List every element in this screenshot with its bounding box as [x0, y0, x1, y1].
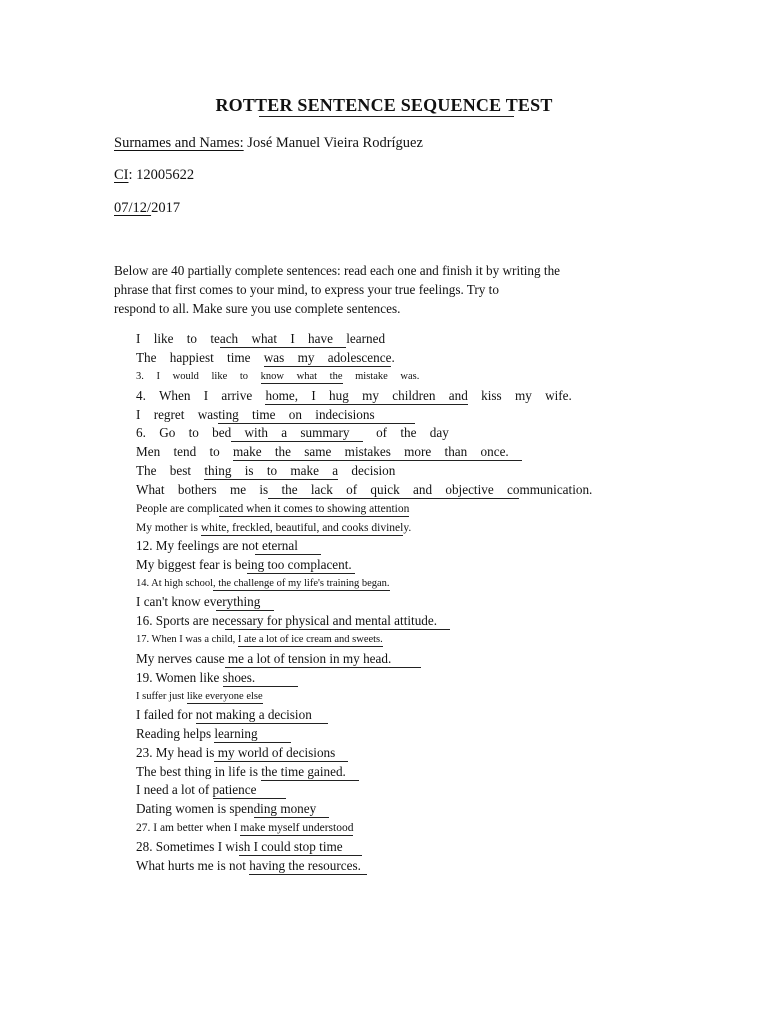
- answer-text: ing too complacent.: [247, 557, 356, 572]
- prompt-text: Men tend to: [136, 444, 234, 459]
- sentence-line: [136, 594, 274, 610]
- sentence-line: [136, 801, 329, 817]
- sentence-line: [136, 501, 409, 517]
- answer-text: ting time on indecisions: [218, 407, 415, 422]
- answer-text: white, freckled, beautiful, and cooks divinel: [200, 522, 404, 534]
- prompt-text: My mother is: [136, 522, 201, 534]
- document-title: [0, 95, 768, 116]
- name-field: [114, 135, 423, 152]
- prompt-text: 3. I would like to: [136, 371, 261, 382]
- answer-text: make the same mistakes more than once.: [233, 444, 523, 459]
- answer-text: like everyone else: [186, 691, 263, 702]
- prompt-text: The best: [136, 463, 205, 478]
- sentence-line: [136, 782, 286, 798]
- answer-text: not making a decision: [195, 707, 329, 722]
- prompt-text: mmunication.: [519, 482, 593, 497]
- answer-text: shoes.: [222, 670, 299, 685]
- instructions-line: Below are 40 partially complete sentences: read each one and finish it by writing the: [114, 263, 561, 278]
- answer-text: having the resources.: [249, 858, 368, 873]
- answer-text: cessary for physical and mental attitude.: [224, 613, 451, 628]
- prompt-text: Reading helps: [136, 726, 215, 741]
- prompt-text: What hurts me is not: [136, 858, 250, 873]
- name-label: Surnames and Names:: [114, 135, 244, 151]
- ci-value: : 12005622: [128, 167, 195, 183]
- date-part-b: 2017: [151, 200, 181, 216]
- answer-text: make myself understood: [240, 822, 354, 834]
- sentence-line: [136, 632, 383, 648]
- prompt-text: decision: [338, 463, 396, 478]
- sentence-line: [136, 764, 359, 780]
- prompt-text: People are compli: [136, 503, 220, 515]
- prompt-text: I need a lot of: [136, 782, 213, 797]
- prompt-text: y.: [403, 522, 412, 534]
- prompt-text: Dating women is spen: [136, 801, 254, 816]
- answer-text: patience: [212, 782, 287, 797]
- answer-text: ding money: [253, 801, 330, 816]
- instructions-line: respond to all. Make sure you use complete sentences.: [114, 301, 401, 316]
- sentence-line: [136, 482, 592, 498]
- ci-label: CI: [114, 167, 129, 183]
- sentence-line: [136, 425, 449, 441]
- answer-text: I ate a lot of ice cream and sweets.: [237, 634, 383, 645]
- title-text: ROTTER SENTENCE SEQUENCE TEST: [215, 95, 553, 115]
- prompt-text: My nerves cause: [136, 651, 225, 666]
- prompt-text: My biggest fear is be: [136, 557, 248, 572]
- sentence-line: [136, 407, 415, 423]
- prompt-text: I can't know ev: [136, 594, 217, 609]
- answer-text: me a lot of tension in my head.: [224, 651, 421, 666]
- prompt-text: 14. At high school: [136, 578, 214, 589]
- sentence-line: [136, 538, 321, 554]
- sentence-line: [136, 369, 419, 385]
- prompt-text: What bothers me is: [136, 482, 269, 497]
- date-field: [114, 200, 180, 217]
- prompt-text: 27. I am better when I: [136, 822, 241, 834]
- prompt-text: of the day: [362, 425, 449, 440]
- title-underline: [259, 116, 514, 117]
- answer-text: home, I hug my children and: [265, 388, 468, 403]
- prompt-text: I failed for: [136, 707, 196, 722]
- answer-text: , the challenge of my life's training began.: [213, 578, 390, 589]
- sentence-line: [136, 670, 298, 686]
- prompt-text: 28. Sometimes I wi: [136, 839, 239, 854]
- answer-text: learning: [214, 726, 291, 741]
- prompt-text: The happiest time: [136, 350, 264, 365]
- answer-text: erything: [216, 594, 274, 609]
- date-part-a: 07/12/: [114, 200, 152, 216]
- answer-text: ach what I have: [219, 331, 347, 346]
- answer-text: sh I could stop time: [238, 839, 363, 854]
- sentence-line: [136, 613, 450, 629]
- sentence-line: [136, 350, 395, 366]
- prompt-text: 16. Sports are ne: [136, 613, 225, 628]
- answer-text: cated when it comes to showing attention: [219, 503, 410, 515]
- name-value: José Manuel Vieira Rodríguez: [243, 135, 423, 151]
- sentence-line: [136, 388, 572, 404]
- prompt-text: I suffer just: [136, 691, 187, 702]
- prompt-text: The best thing in life is: [136, 764, 262, 779]
- sentence-line: [136, 820, 353, 836]
- sentence-line: [136, 557, 355, 573]
- sentence-line: [136, 520, 411, 536]
- sentence-line: [136, 839, 362, 855]
- prompt-text: mistake was.: [342, 371, 420, 382]
- prompt-text: 17. When I was a child,: [136, 634, 238, 645]
- sentence-line: [136, 707, 328, 723]
- sentence-line: [136, 689, 263, 705]
- sentence-line: [136, 726, 291, 742]
- sentence-line: [136, 576, 390, 592]
- answer-text: t eternal: [255, 538, 321, 553]
- prompt-text: I regret was: [136, 407, 219, 422]
- prompt-text: 23. My head is: [136, 745, 215, 760]
- sentence-line: [136, 463, 395, 479]
- answer-text: with a summary: [231, 425, 363, 440]
- answer-text: thing is to make a: [204, 463, 339, 478]
- prompt-text: .: [391, 350, 395, 365]
- sentence-line: [136, 331, 385, 347]
- instructions-line: phrase that first comes to your mind, to express your true feelings. Try to: [114, 282, 499, 297]
- answer-text: the time gained.: [261, 764, 360, 779]
- sentence-line: [136, 444, 522, 460]
- sentence-line: [136, 651, 421, 667]
- answer-text: the lack of quick and objective co: [268, 482, 520, 497]
- sentence-line: [136, 858, 367, 874]
- sentence-line: [136, 745, 348, 761]
- instructions: [114, 261, 594, 318]
- prompt-text: 12. My feelings are no: [136, 538, 256, 553]
- prompt-text: 19. Women like: [136, 670, 223, 685]
- ci-field: [114, 167, 194, 184]
- answer-text: know what the: [260, 371, 343, 382]
- answer-text: was my adolescence: [263, 350, 392, 365]
- prompt-text: 6. Go to bed: [136, 425, 232, 440]
- prompt-text: kiss my wife.: [467, 388, 572, 403]
- answer-text: my world of decisions: [214, 745, 349, 760]
- prompt-text: learned: [346, 331, 386, 346]
- prompt-text: I like to te: [136, 331, 220, 346]
- prompt-text: 4. When I arrive: [136, 388, 266, 403]
